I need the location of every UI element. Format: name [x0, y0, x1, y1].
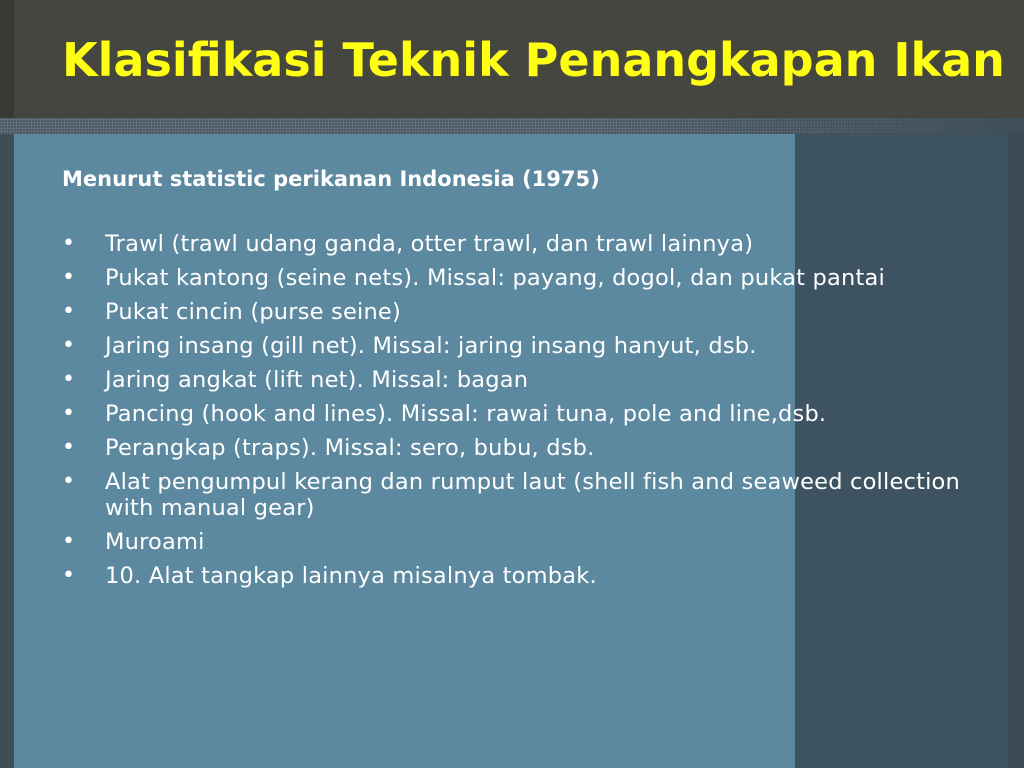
list-item-text: Jaring insang (gill net). Missal: jaring insang hanyut, dsb. — [105, 333, 757, 359]
bullet-icon: • — [62, 299, 76, 324]
decorative-pattern-fade — [600, 118, 1024, 134]
list-item-text: Muroami — [105, 529, 205, 555]
bullet-icon: • — [62, 367, 76, 392]
list-item — [62, 231, 1002, 257]
slide-title: Klasifikasi Teknik Penangkapan Ikan — [62, 33, 1005, 87]
bullet-icon: • — [62, 265, 76, 290]
bullet-icon: • — [62, 563, 76, 588]
list-item — [62, 265, 1002, 291]
bullet-list — [62, 231, 1002, 597]
list-item — [62, 401, 1002, 427]
bullet-icon: • — [62, 469, 76, 494]
slide-subtitle: Menurut statistic perikanan Indonesia (1975) — [62, 167, 600, 191]
list-item-text: Pukat kantong (seine nets). Missal: payang, dogol, dan pukat pantai — [105, 265, 885, 291]
list-item-text: Trawl (trawl udang ganda, otter trawl, dan trawl lainnya) — [105, 231, 754, 257]
bullet-icon: • — [62, 231, 76, 256]
list-item-text: Pukat cincin (purse seine) — [105, 299, 401, 325]
bullet-icon: • — [62, 401, 76, 426]
list-item — [62, 367, 1002, 393]
list-item-text: 10. Alat tangkap lainnya misalnya tombak. — [105, 563, 597, 589]
list-item-text: Pancing (hook and lines). Missal: rawai tuna, pole and line,dsb. — [105, 401, 827, 427]
list-item-text: Perangkap (traps). Missal: sero, bubu, dsb. — [105, 435, 595, 461]
list-item — [62, 563, 1002, 589]
list-item — [62, 435, 1002, 461]
list-item — [62, 333, 1002, 359]
bullet-icon: • — [62, 529, 76, 554]
bullet-icon: • — [62, 333, 76, 358]
bullet-icon: • — [62, 435, 76, 460]
list-item-text: Alat pengumpul kerang dan rumput laut (shell fish and seaweed collection with manual gear) — [105, 469, 960, 521]
right-edge-band — [1008, 134, 1024, 768]
list-item — [62, 469, 1002, 521]
list-item-text: Jaring angkat (lift net). Missal: bagan — [105, 367, 529, 393]
list-item — [62, 529, 1002, 555]
list-item — [62, 299, 1002, 325]
